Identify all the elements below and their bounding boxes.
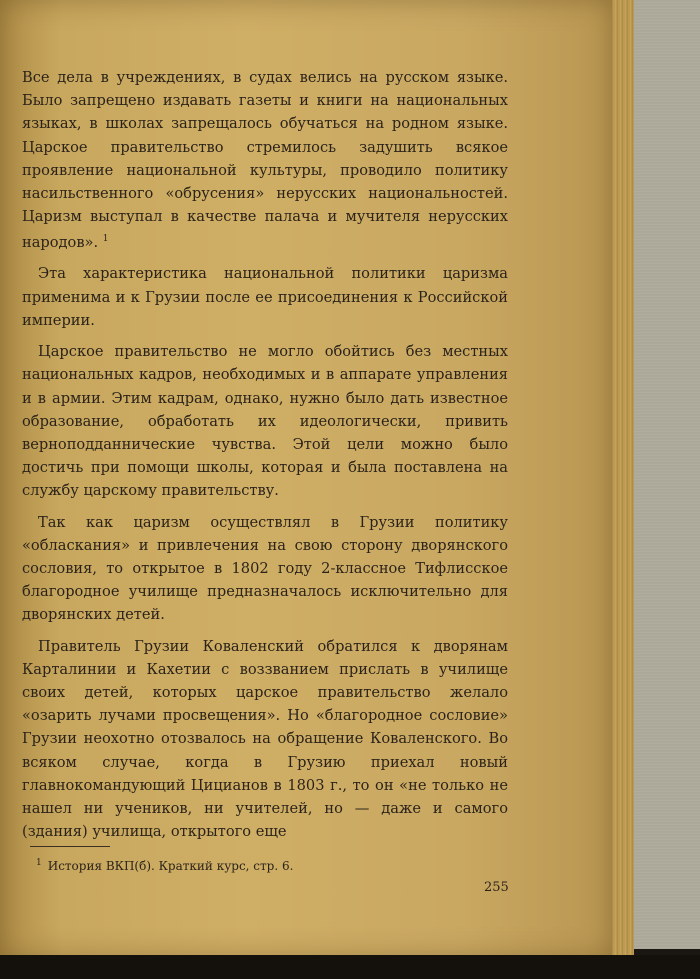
body-text: [22, 66, 508, 851]
paragraph-2: Эта характеристика национальной политики царизма применима и к Грузии после ее присоединения к Российской империи.: [22, 265, 508, 329]
page-number: 255: [484, 880, 509, 895]
footnote-divider: [30, 846, 110, 847]
paragraph-4: Так как царизм осуществлял в Грузии политику «обласкания» и привлечения на свою сторону дворянского сословия, то открытое в 1802 году 2-классное Тифлисское благородное училище предназначалось исключительно для дворянских детей.: [22, 513, 508, 624]
paragraph-1: Все дела в учреждениях, в судах велись на русском языке. Было запрещено издавать газеты и книги на национальных языках, в школах запрещалось обучаться на родном языке. Царское правительство стремилось задушить всякое проявление национальной культуры, проводило политику насильственного «обрусения» нерусских национальностей. Царизм выступал в качестве палача и мучителя нерусских народов». $^1$: [22, 69, 508, 252]
book-cover-edge: [632, 0, 700, 949]
footnote-text: История ВКП(б). Краткий курс, стр. 6.: [47, 859, 294, 873]
footnote: [36, 858, 293, 873]
bottom-shadow: [0, 955, 700, 979]
footnote-marker: 1: [36, 858, 42, 868]
paragraph-5: Правитель Грузии Коваленский обратился к дворянам Карталинии и Кахетии с воззванием прислать в училище своих детей, которых царское правительство желало «озарить лучами просвещения». Но «благородное сословие» Грузии неохотно отозвалось на обращение Коваленского. Во всяком случае, когда в Грузию приехал новый главнокомандующий Цицианов в 1803 г., то он «не только не нашел ни учеников, ни учителей, но — даже и самого (здания) училища, открытого еще: [22, 637, 508, 841]
footnote-reference: 1: [102, 234, 109, 245]
paragraph-3: Царское правительство не могло обойтись без местных национальных кадров, необходимых и в аппарате управления и в армии. Этим кадрам, однако, нужно было дать известное образование, обработать их идеологически, привить верноподданнические чувства. Этой цели можно было достичь при помощи школы, которая и была поставлена на службу царскому правительству.: [22, 343, 508, 500]
